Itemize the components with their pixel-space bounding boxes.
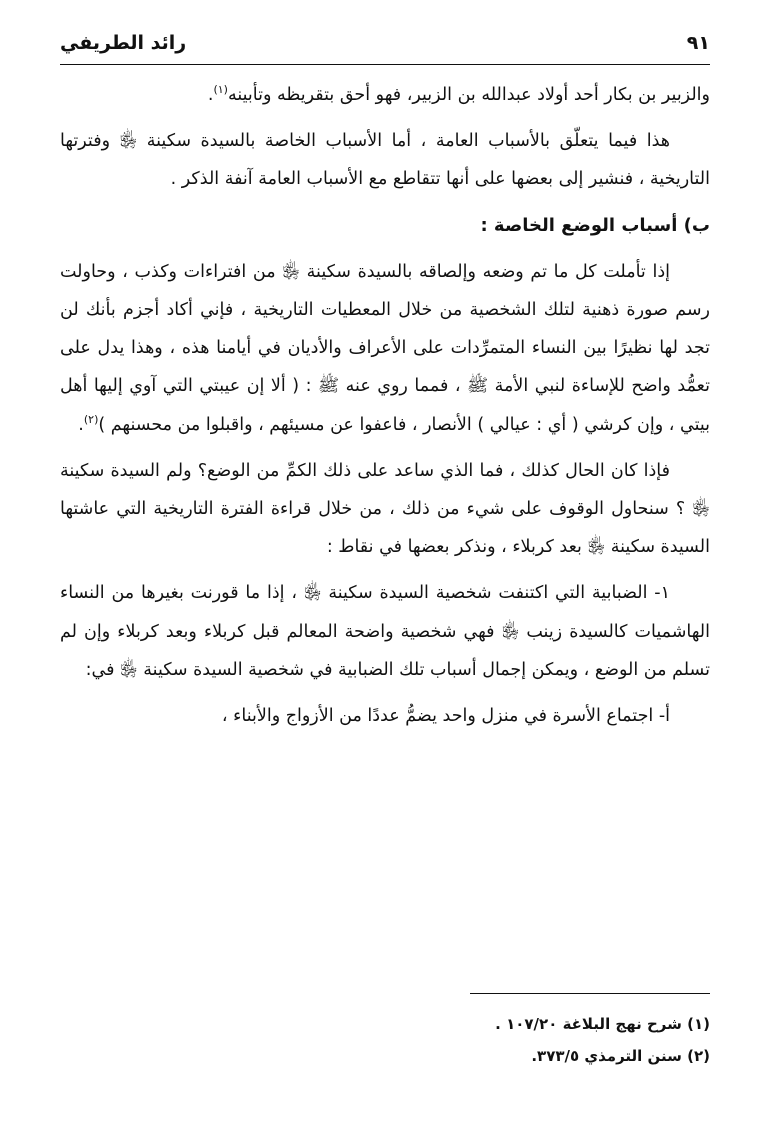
paragraph-1: والزبير بن بكار أحد أولاد عبدالله بن الزبير، فهو أحق بتقريظه وتأبينه$^{(١)}$. xyxy=(207,83,710,105)
paragraph-5: ١- الضبابية التي اكتنفت شخصية السيدة سكينة ﵂ ، إذا ما قورنت بغيرها من النساء الهاشميات كالسيدة زينب ﵂ فهي شخصية واضحة المعالم قبل كربلاء وبعد كربلاء وإن لم تسلم من الوضع ، ويمكن إجمال أسباب تلك الضبابية في شخصية السيدة سكينة ﵂ في: xyxy=(60,583,710,680)
footnotes xyxy=(60,1008,710,1072)
header-divider xyxy=(60,64,710,65)
section-heading: ب) أسباب الوضع الخاصة : xyxy=(480,214,710,236)
footnote-2: (٢) سنن الترمذي ٣٧٣/٥. xyxy=(531,1047,710,1065)
footnote-ref-1: (١) xyxy=(213,83,228,97)
main-text xyxy=(60,76,710,735)
footnote-1: (١) شرح نهج البلاغة ١٠٧/٢٠ . xyxy=(495,1015,710,1033)
running-header xyxy=(60,28,710,58)
paragraph-6: أ- اجتماع الأسرة في منزل واحد يضمُّ عددًا من الأزواج والأبناء ، xyxy=(221,706,670,727)
paragraph-2: هذا فيما يتعلّق بالأسباب العامة ، أما الأسباب الخاصة بالسيدة سكينة ﵂ وفترتها التاريخية ، فنشير إلى بعضها على أنها تتقاطع مع الأسباب العامة آنفة الذكر . xyxy=(60,131,710,190)
author-name: رائد الطريفي xyxy=(60,32,187,54)
footnote-ref-2: (٢) xyxy=(83,412,99,426)
page-number: ٩١ xyxy=(686,32,710,54)
paragraph-4: فإذا كان الحال كذلك ، فما الذي ساعد على ذلك الكمِّ من الوضع؟ ولم السيدة سكينة ﵂ ؟ سنحاول الوقوف على شيء من ذلك ، من خلال قراءة الفترة التاريخية التي عاشتها السيدة سكينة ﵂ بعد كربلاء ، ونذكر بعضها في نقاط : xyxy=(60,460,710,558)
footnote-divider xyxy=(470,993,710,994)
paragraph-3: إذا تأملت كل ما تم وضعه وإلصاقه بالسيدة سكينة ﵂ من افتراءات وكذب ، وحاولت رسم صورة ذهنية لتلك الشخصية من خلال المعطيات التاريخية ، فإني أكاد أجزم بأنك لن تجد لها نظيرًا بين النساء المتمرِّدات على الأعراف والأديان في أيامنا هذه ، وهذا يدل على تعمُّد واضح للإساءة لنبي الأمة ﷺ ، فمما روي عنه ﷺ : ( ألا إن عيبتي التي آوي إليها أهل بيتي ، وإن كرشي ( أي : عيالي ) الأنصار ، فاعفوا عن مسيئهم ، واقبلوا من محسنهم )$^{(٢)}$. xyxy=(60,261,710,435)
